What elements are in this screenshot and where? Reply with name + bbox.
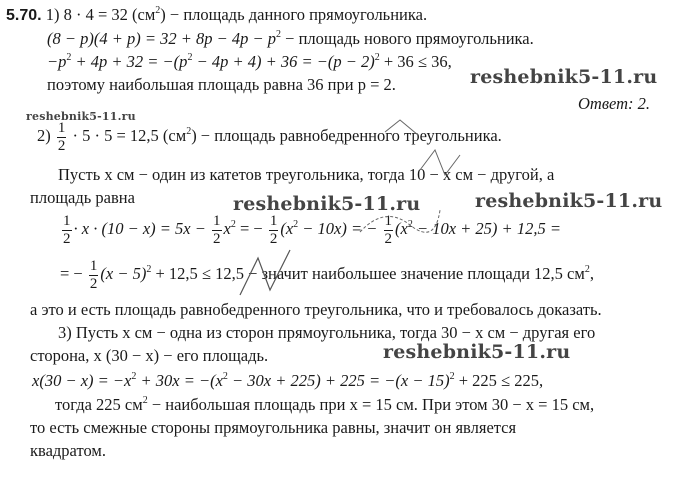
sup: 2 <box>230 219 236 230</box>
eq2-a: = − <box>60 264 83 283</box>
part2-marker: 2) <box>37 126 51 145</box>
line-part2-eq2 <box>60 254 594 294</box>
part3-eq-b: + 30x = −(x <box>136 371 223 390</box>
part2-text-a: Пусть x см − один из катетов треугольника, тогда 10 − x см − другой, а <box>58 165 555 184</box>
part3-marker: 3) <box>58 323 72 342</box>
eq1-a: · x · (10 − x) = 5x − <box>73 219 206 238</box>
fraction-numerator: 1 <box>63 212 71 229</box>
part3-text-e: квадратом. <box>30 441 106 460</box>
part1-transform-mid2: − 4p + 4) + 36 = −(p − 2) <box>192 52 375 71</box>
part2-area-expr: · 5 · 5 = 12,5 (см <box>72 126 187 145</box>
part1-conclusion: поэтому наибольшая площадь равна 36 при p = 2. <box>47 75 396 94</box>
sup: 2 <box>131 371 137 382</box>
part3-eq-c: − 30x + 225) + 225 = −(x − 15) <box>227 371 450 390</box>
eq1-c: = − <box>235 219 263 238</box>
part3-text-c: тогда 225 см <box>55 395 143 414</box>
line-part3-eq <box>32 371 543 391</box>
fraction-denominator: 2 <box>384 230 393 247</box>
line-part3-text-c <box>55 395 594 415</box>
watermark: reshebnik5-11.ru <box>233 193 421 215</box>
eq1-b: x <box>223 219 231 238</box>
eq1-f: (x <box>395 219 408 238</box>
part2-text-b: площадь равна <box>30 188 135 207</box>
watermark: reshebnik5-11.ru <box>470 66 658 88</box>
fraction-numerator: 1 <box>384 212 393 229</box>
line-part1-transform <box>47 52 452 72</box>
part1-answer: Ответ: 2. <box>578 94 651 113</box>
fraction-denominator: 2 <box>269 230 278 247</box>
fraction-half <box>384 213 394 248</box>
fraction-numerator: 1 <box>57 119 66 136</box>
part3-text-a: Пусть x см − одна из сторон прямоугольника, тогда 30 − x см − другая его <box>75 323 596 342</box>
fraction-denominator: 2 <box>213 230 221 247</box>
fraction-numerator: 1 <box>213 212 221 229</box>
sup: 2 <box>187 52 193 63</box>
fraction-half <box>269 213 279 248</box>
eq2-d: , <box>589 264 594 283</box>
line-part3-text-a <box>58 323 595 343</box>
fraction-half <box>89 258 99 293</box>
fraction-denominator: 2 <box>89 275 98 292</box>
sup: 2 <box>407 219 413 230</box>
part1-marker: 1) <box>45 5 60 24</box>
watermark: reshebnik5-11.ru <box>383 341 571 363</box>
part3-eq-d: + 225 ≤ 225, <box>454 371 544 390</box>
part2-area-text: ) − площадь равнобедренного треугольника. <box>191 126 502 145</box>
part1-area-text: ) − площадь данного прямоугольника. <box>160 5 428 24</box>
sup: 2 <box>584 264 590 275</box>
watermark: reshebnik5-11.ru <box>475 190 663 212</box>
line-part1-conclusion <box>47 75 396 95</box>
eq1-g: − 10x + 25) + 12,5 = <box>412 219 561 238</box>
eq2-c: + 12,5 ≤ 12,5 − значит наибольшее значение площади 12,5 см <box>151 264 585 283</box>
fraction-half <box>62 213 72 248</box>
part3-text-b: сторона, x (30 − x) − его площадь. <box>30 346 269 365</box>
part1-new-area-expr: (8 − p)(4 + p) = 32 + 8p − 4p − p <box>47 29 277 48</box>
line-part2-eq1 <box>60 209 561 249</box>
problem-number: 5.70. <box>6 7 42 24</box>
fraction-denominator: 2 <box>57 137 66 154</box>
watermark: reshebnik5-11.ru <box>26 110 136 123</box>
sup: 2 <box>186 126 192 137</box>
sup: 2 <box>276 29 282 40</box>
fraction-denominator: 2 <box>63 230 71 247</box>
line-part1-area <box>6 5 427 26</box>
sup: 2 <box>293 219 299 230</box>
part3-eq-a: x(30 − x) = −x <box>32 371 132 390</box>
part1-new-area-text: − площадь нового прямоугольника. <box>281 29 534 48</box>
fraction-numerator: 1 <box>269 212 278 229</box>
fraction-numerator: 1 <box>89 257 98 274</box>
sup: 2 <box>374 52 380 63</box>
sup: 2 <box>155 5 161 16</box>
part1-area-expr: 8 · 4 = 32 (см <box>63 5 156 24</box>
part1-transform-end: + 36 ≤ 36, <box>379 52 452 71</box>
part3-text-d: то есть смежные стороны прямоугольника равны, значит он является <box>30 418 517 437</box>
part1-transform: −p <box>47 52 67 71</box>
part1-transform-mid: + 4p + 32 = −(p <box>71 52 188 71</box>
part3-text-c2: − наибольшая площадь при x = 15 см. При этом 30 − x = 15 см, <box>147 395 595 414</box>
eq1-d: (x <box>280 219 294 238</box>
sup: 2 <box>222 371 228 382</box>
sup: 2 <box>449 371 455 382</box>
fraction-half <box>212 213 222 248</box>
sup: 2 <box>142 395 148 406</box>
fraction-half <box>57 120 67 155</box>
eq2-b: (x − 5) <box>100 264 147 283</box>
part2-text-c: а это и есть площадь равнобедренного треугольника, что и требовалось доказать. <box>30 300 602 319</box>
sup: 2 <box>66 52 72 63</box>
eq1-e: − 10x) = − <box>298 219 378 238</box>
sup: 2 <box>146 264 152 275</box>
line-part1-new-area <box>47 29 534 49</box>
